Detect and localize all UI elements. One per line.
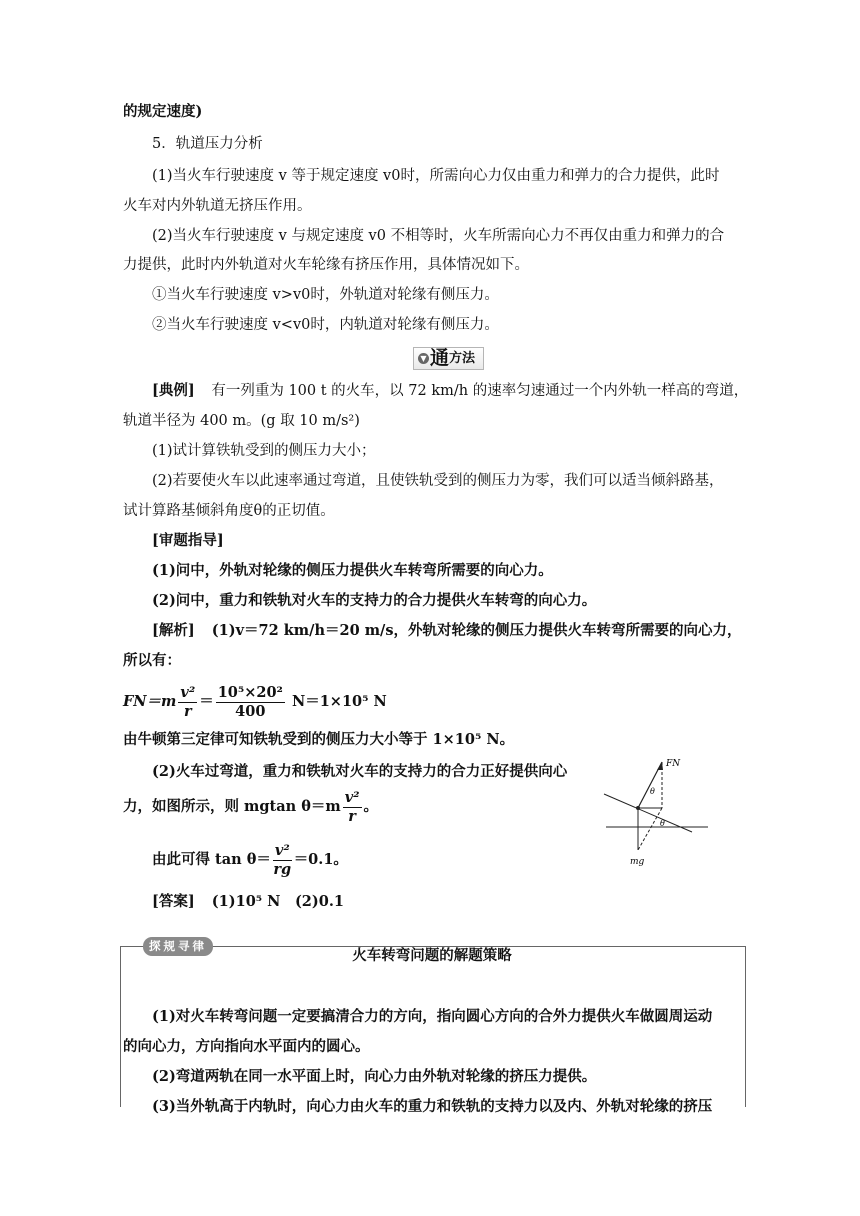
rule-line: 的向心力，方向指向水平面内的圆心。 [123, 1038, 370, 1055]
method-tag-big: 通 [430, 347, 450, 369]
formula-text: 力，如图所示，则 mgtan θ＝m [123, 798, 341, 815]
question-1: (1)试计算铁轨受到的侧压力大小； [152, 443, 376, 459]
fraction-numerator: v² [344, 788, 360, 806]
guide-line: (1)问中，外轨对轮缘的侧压力提供火车转弯所需要的向心力。 [152, 562, 553, 579]
text-line: (2)当火车行驶速度 v 与规定速度 v0 不相等时，火车所需向心力不再仅由重力和弹力的合 [152, 228, 725, 244]
fraction-denominator: 400 [235, 702, 266, 720]
solution-line [152, 621, 742, 641]
text-line: 力提供，此时内外轨道对火车轮缘有挤压作用，具体情况如下。 [123, 257, 529, 273]
method-tag-small: 方法 [449, 351, 476, 366]
rule-line: (2)弯道两轨在同一水平面上时，向心力由外轨对轮缘的挤压力提供。 [152, 1068, 597, 1085]
rule-line: (3)当外轨高于内轨时，向心力由火车的重力和铁轨的支持力以及内、外轨对轮缘的挤压 [152, 1098, 713, 1115]
fraction [343, 789, 362, 826]
method-tag [413, 347, 484, 370]
example-line: 轨道半径为 400 m。(g 取 10 m/s²) [123, 413, 360, 429]
formula-rhs: N＝1×10⁵ N [286, 693, 387, 710]
guide-label: [审题指导] [152, 532, 224, 549]
center-point [636, 806, 640, 810]
text-line: ①当火车行驶速度 v>v0时，外轨道对轮缘有侧压力。 [152, 287, 499, 303]
fraction [216, 684, 285, 721]
triangle-icon: ▼ [418, 353, 429, 364]
formula-text: 由此可得 tan θ＝ [152, 851, 271, 868]
text-line: (1)当火车行驶速度 v 等于规定速度 v0时，所需向心力仅由重力和弹力的合力提供，此时 [152, 168, 720, 184]
theta-label: θ [660, 819, 665, 828]
formula-line [123, 682, 387, 722]
formula-text: ＝0.1。 [293, 851, 348, 868]
text-line: 火车对内外轨道无挤压作用。 [123, 198, 312, 214]
formula-lhs: FN＝m [123, 693, 177, 710]
text-line: 的规定速度) [123, 103, 203, 120]
formula-line [123, 787, 378, 827]
rule-box-tag: 探规寻律 [143, 937, 213, 956]
fraction-denominator: rg [273, 860, 292, 878]
fraction [178, 684, 197, 721]
formula-line [152, 840, 348, 880]
example-line [152, 381, 748, 401]
formula-text: 。 [363, 798, 379, 815]
equals: ＝ [199, 693, 214, 710]
rule-box-title: 火车转弯问题的解题策略 [352, 947, 512, 964]
rule-line: (1)对火车转弯问题一定要搞清合力的方向，指向圆心方向的合外力提供火车做圆周运动 [152, 1008, 713, 1025]
guide-line: (2)问中，重力和铁轨对火车的支持力的合力提供火车转弯的向心力。 [152, 592, 597, 609]
arrow-head [657, 762, 663, 770]
force-diagram [600, 752, 710, 872]
answer-line [152, 892, 344, 912]
fraction-numerator: 10⁵×20² [217, 683, 283, 701]
incline-line [604, 794, 692, 832]
question-2-cont: 试计算路基倾斜角度θ的正切值。 [123, 503, 335, 519]
solution-label: [解析] [152, 622, 195, 639]
fraction-denominator: r [348, 807, 356, 825]
mg-label: mg [630, 857, 645, 867]
fraction-numerator: v² [274, 841, 290, 859]
question-2: (2)若要使火车以此速率通过弯道，且使铁轨受到的侧压力为零，我们可以适当倾斜路基， [152, 473, 724, 489]
answer-label: [答案] [152, 893, 195, 910]
text-line: ②当火车行驶速度 v<v0时，内轨道对轮缘有侧压力。 [152, 317, 499, 333]
answer-text: (1)10⁵ N (2)0.1 [211, 893, 344, 910]
theta-label: θ [650, 787, 655, 796]
solution-line: 由牛顿第三定律可知铁轨受到的侧压力大小等于 1×10⁵ N。 [123, 731, 515, 748]
solution-line: 所以有： [123, 652, 181, 669]
example-text: 有一列重为 100 t 的火车，以 72 km/h 的速率匀速通过一个内外轨一样高的弯道， [211, 383, 749, 399]
section-heading: 5．轨道压力分析 [152, 136, 263, 152]
fraction-numerator: v² [180, 683, 196, 701]
fn-label: FN [666, 759, 681, 769]
solution-line: (2)火车过弯道，重力和铁轨对火车的支持力的合力正好提供向心 [152, 763, 568, 780]
solution-text: (1)v＝72 km/h＝20 m/s，外轨对轮缘的侧压力提供火车转弯所需要的向心力， [211, 622, 742, 639]
example-label: [典例] [152, 382, 195, 399]
fraction-denominator: r [183, 702, 192, 720]
fraction [273, 842, 292, 879]
